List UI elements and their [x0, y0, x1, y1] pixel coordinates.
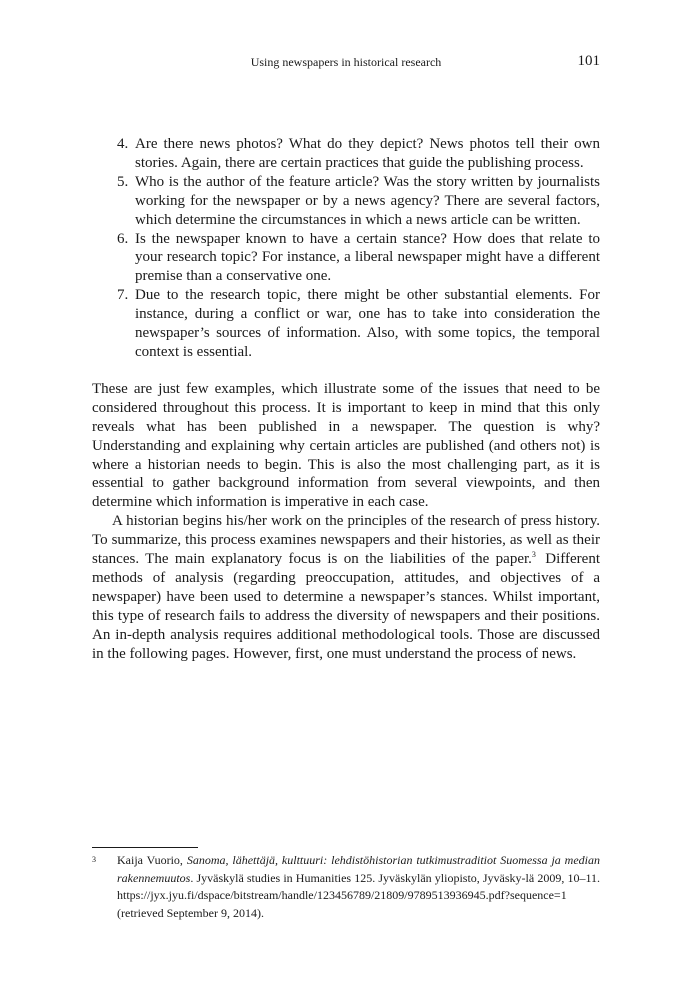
list-item-number: 6.: [117, 230, 129, 247]
list-item-text: Are there news photos? What do they depict? News photos tell their own stories. Again, there are certain practices that guide the publishing process.: [135, 136, 600, 171]
paragraph-text: A historian begins his/her work on the principles of the research of press history. To summarize, this process examines newspapers and their histories, as well as their stances. The main explanatory focus is on the liabilities of the paper.: [92, 513, 600, 568]
list-item: [92, 230, 600, 287]
page-number: 101: [577, 53, 600, 69]
footnote-author: Kaija Vuorio,: [117, 853, 187, 867]
footnote-reference: 3: [531, 550, 536, 560]
list-item-text: Who is the author of the feature article? Was the story written by journalists working for the newspaper or by a news agency? There are several factors, which determine the circumstances in which a news article can be written.: [135, 173, 600, 228]
list-item-text: Is the newspaper known to have a certain stance? How does that relate to your research topic? For instance, a liberal newspaper might have a different premise than a conservative one.: [135, 230, 600, 285]
footnote-citation: . Jyväskylä studies in Humanities 125. Jyväskylän yliopisto, Jyväsky-lä 2009, 10–11. https://jyx.jyu.fi/dspace/bitstream/handle/123456789/21809/9789513936945.pdf?sequence=1 (retrieved September 9, 2014).: [117, 870, 600, 920]
paragraph: These are just few examples, which illustrate some of the issues that need to be considered throughout this process. It is important to keep in mind that this only reveals what has been published in a newspaper. The question is why? Understanding and explaining why certain articles are published (and others not) is where a historian needs to begin. This is also the most challenging part, as it is essential to gather background information from several viewpoints, and then determine which information is imperative in each case.: [92, 380, 600, 511]
list-item: [92, 286, 600, 362]
list-item-text: Due to the research topic, there might be other substantial elements. For instance, during a conflict or war, one has to take into consideration the newspaper’s sources of information. Also, with some topics, the temporal context is essential.: [135, 287, 600, 360]
footnote-mark: 3: [92, 855, 96, 864]
question-list: [92, 135, 600, 362]
list-item: [92, 173, 600, 230]
footnote: [92, 852, 600, 922]
list-item-number: 5.: [117, 173, 129, 190]
page-header: [92, 54, 600, 72]
footnote-title: Sanoma, lähettäjä, kulttuuri: lehdistöhistorian tutkimustraditiot Suomessa ja median rakennemuutos: [117, 853, 600, 885]
list-item-number: 4.: [117, 136, 129, 152]
list-item-number: 7.: [117, 287, 129, 304]
footnote-divider: [92, 847, 198, 848]
footnote-text: [117, 852, 600, 922]
paragraph: [92, 512, 600, 663]
paragraph-text: Different methods of analysis (regarding preoccupation, attitudes, and objectives of a newspaper) have been used to determine a newspaper’s stances. Whilst important, this type of research fails to address the diversity of newspapers and their positions. An in-depth analysis requires additional methodological tools. Those are discussed in the following pages. However, first, one must understand the process of news.: [92, 551, 600, 662]
body-text: [92, 135, 600, 663]
list-item: [92, 135, 600, 173]
running-title: Using newspapers in historical research: [250, 55, 442, 69]
